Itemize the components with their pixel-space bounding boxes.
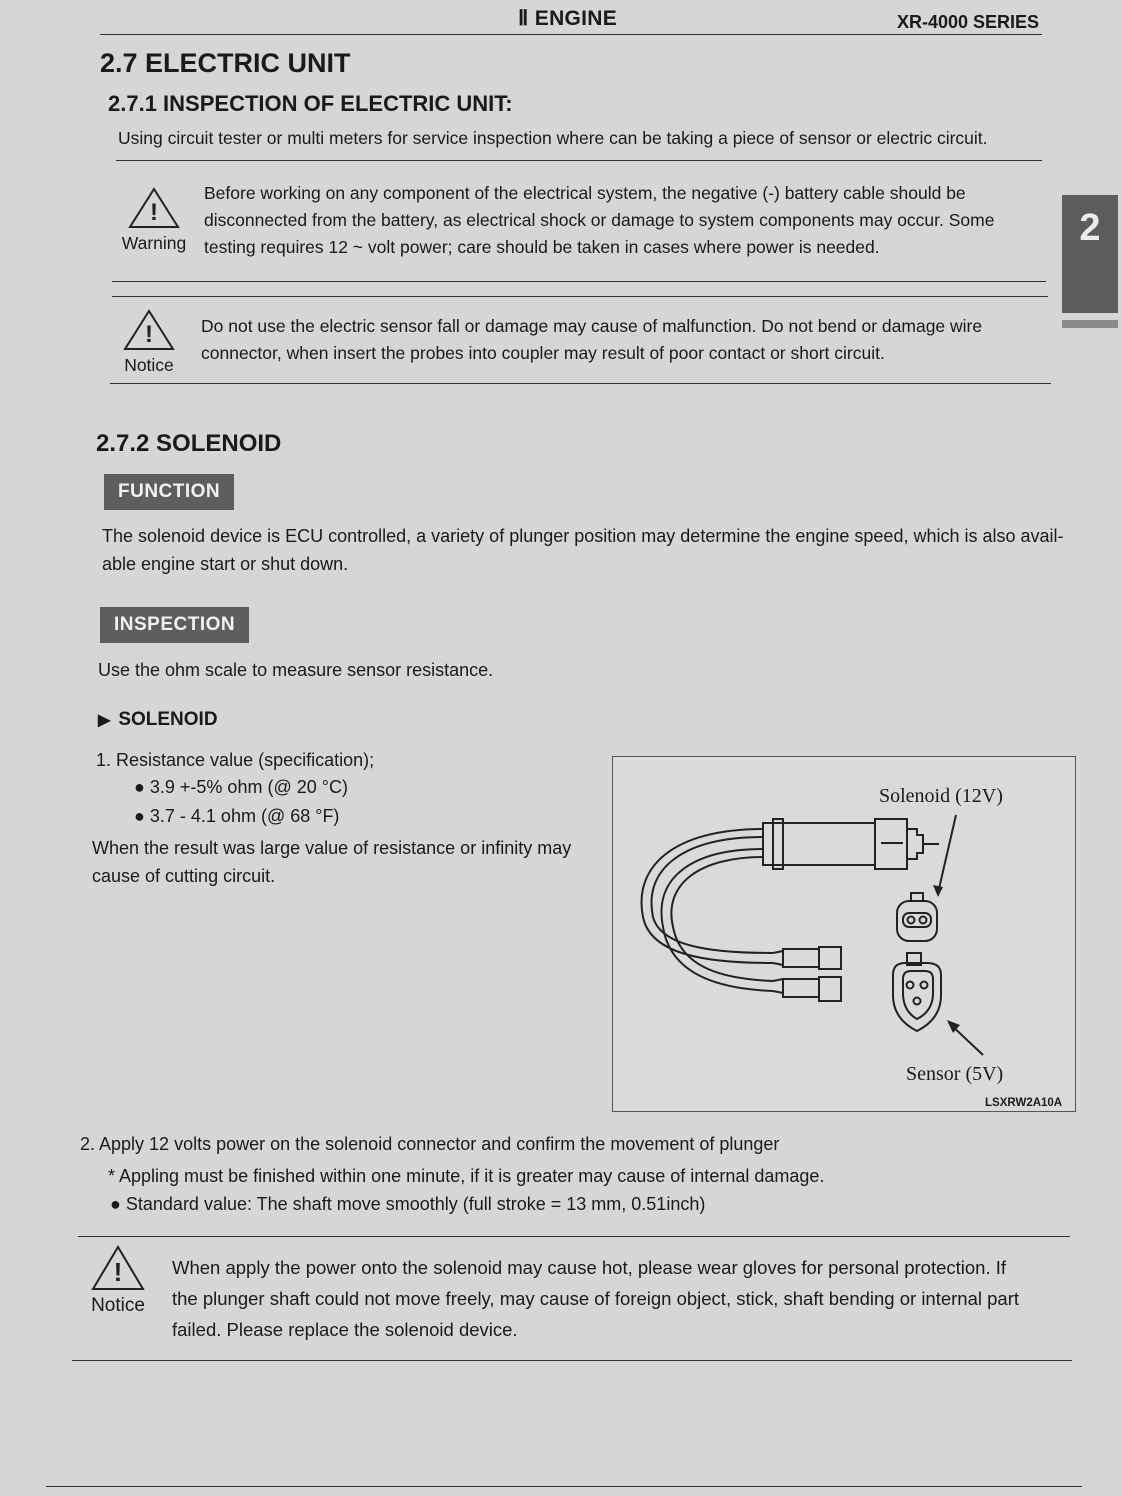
item2-text: 2. Apply 12 volts power on the solenoid connector and confirm the movement of plunger bbox=[80, 1134, 780, 1154]
bullet-icon: ● bbox=[110, 1194, 121, 1214]
spec2-item bbox=[134, 806, 339, 827]
header-rule bbox=[100, 34, 1042, 35]
solenoid-heading-text: SOLENOID bbox=[118, 709, 218, 730]
spec1-item bbox=[134, 777, 348, 798]
result-line: When the result was large value of resistance or infinity may bbox=[92, 838, 572, 858]
sensor-figure-label: Sensor (5V) bbox=[906, 1063, 1004, 1085]
intro-text: Using circuit tester or multi meters for service inspection where can be taking a piece of sensor or electric circuit. bbox=[118, 128, 988, 148]
inspection-label: INSPECTION bbox=[100, 607, 249, 643]
notice-triangle-icon bbox=[123, 308, 175, 352]
function-line: The solenoid device is ECU controlled, a variety of plunger position may determine the engine speed, which is also avail- bbox=[102, 526, 1064, 546]
solenoid-heading bbox=[98, 709, 218, 731]
solenoid-figure-label: Solenoid (12V) bbox=[879, 785, 1003, 807]
notice1-text bbox=[201, 313, 982, 367]
notice2-line: failed. Please replace the solenoid device. bbox=[172, 1319, 518, 1340]
subsection-title: 2.7.1 INSPECTION OF ELECTRIC UNIT: bbox=[108, 91, 513, 116]
solenoid-section-title: 2.7.2 SOLENOID bbox=[96, 430, 282, 457]
function-text bbox=[102, 522, 1064, 578]
bullet-icon: ● bbox=[134, 806, 145, 826]
play-arrow-icon: ▶ bbox=[98, 712, 111, 729]
svg-text:!: ! bbox=[113, 1257, 123, 1287]
notice2-text bbox=[172, 1252, 1019, 1345]
series-header: XR-4000 SERIES bbox=[897, 12, 1040, 32]
solenoid-figure bbox=[612, 756, 1076, 1112]
item1-text: 1. Resistance value (specification); bbox=[96, 750, 375, 770]
warning-rule bbox=[112, 281, 1046, 282]
notice2-top-rule bbox=[78, 1236, 1070, 1237]
warning-line: testing requires 12 ~ volt power; care should be taken in cases where power is needed. bbox=[204, 237, 880, 257]
notice2-bottom-rule bbox=[72, 1360, 1072, 1361]
notice2-block-icon bbox=[84, 1244, 152, 1317]
warning-text bbox=[204, 180, 994, 261]
svg-text:!: ! bbox=[145, 321, 153, 348]
warning-triangle-icon bbox=[128, 186, 180, 230]
chapter-tab-line bbox=[1062, 320, 1118, 328]
footer-rule bbox=[46, 1486, 1082, 1487]
item2-standard-text: Standard value: The shaft move smoothly (full stroke = 13 mm, 0.51inch) bbox=[125, 1194, 706, 1214]
chapter-tab-number: 2 bbox=[1079, 207, 1101, 249]
chapter-tab bbox=[1062, 195, 1118, 313]
item2-standard bbox=[110, 1194, 705, 1215]
notice1-line: Do not use the electric sensor fall or damage may cause of malfunction. Do not bend or damage wire bbox=[201, 316, 983, 336]
notice1-block-icon bbox=[116, 308, 182, 376]
spec1-text: 3.9 +-5% ohm (@ 20 °C) bbox=[149, 777, 348, 797]
function-line: able engine start or shut down. bbox=[102, 554, 349, 574]
warning-label: Warning bbox=[121, 233, 187, 253]
notice1-top-rule bbox=[112, 296, 1048, 297]
warning-line: Before working on any component of the electrical system, the negative (-) battery cable should be bbox=[204, 183, 966, 203]
warning-line: disconnected from the battery, as electrical shock or damage to system components may occur. Some bbox=[204, 210, 995, 230]
intro-rule bbox=[116, 160, 1042, 161]
svg-text:!: ! bbox=[150, 199, 158, 226]
function-label: FUNCTION bbox=[104, 474, 234, 510]
notice2-label: Notice bbox=[91, 1295, 145, 1316]
chapter-header: Ⅱ ENGINE bbox=[518, 7, 618, 30]
result-text bbox=[92, 834, 571, 890]
notice1-bottom-rule bbox=[110, 383, 1051, 384]
notice2-line: the plunger shaft could not move freely, may cause of foreign object, stick, shaft bending or internal part bbox=[172, 1288, 1020, 1309]
notice2-line: When apply the power onto the solenoid may cause hot, please wear gloves for personal protection. If bbox=[172, 1257, 1007, 1278]
warning-block-icon bbox=[117, 186, 191, 254]
inspection-text: Use the ohm scale to measure sensor resistance. bbox=[98, 660, 494, 680]
section-title: 2.7 ELECTRIC UNIT bbox=[100, 48, 351, 78]
notice-triangle-icon bbox=[91, 1244, 145, 1292]
notice1-label: Notice bbox=[124, 355, 174, 375]
figure-code: LSXRW2A10A bbox=[985, 1097, 1063, 1109]
notice1-line: connector, when insert the probes into coupler may result of poor contact or short circuit. bbox=[201, 343, 885, 363]
solenoid-drawing bbox=[613, 757, 1075, 1111]
bullet-icon: ● bbox=[134, 777, 145, 797]
result-line: cause of cutting circuit. bbox=[92, 866, 276, 886]
spec2-text: 3.7 - 4.1 ohm (@ 68 °F) bbox=[149, 806, 340, 826]
item2-note: * Appling must be finished within one minute, if it is greater may cause of internal damage. bbox=[108, 1166, 825, 1186]
